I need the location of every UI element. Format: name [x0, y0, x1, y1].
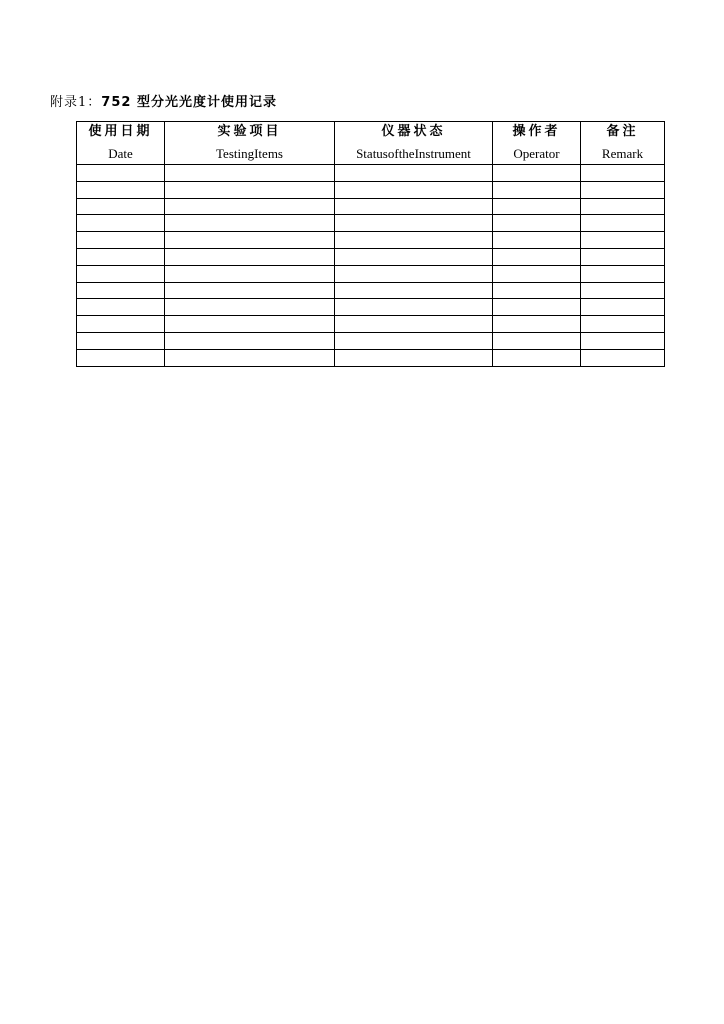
- table-cell[interactable]: [493, 265, 581, 282]
- column-header-operator: [493, 122, 581, 165]
- table-body: [77, 165, 665, 367]
- table-cell[interactable]: [493, 215, 581, 232]
- column-header-en: StatusoftheInstrument: [356, 146, 471, 161]
- table-cell[interactable]: [77, 332, 165, 349]
- table-cell[interactable]: [165, 215, 335, 232]
- table-cell[interactable]: [335, 232, 493, 249]
- table-cell[interactable]: [581, 265, 665, 282]
- table-cell[interactable]: [335, 282, 493, 299]
- table-cell[interactable]: [581, 316, 665, 333]
- table-cell[interactable]: [77, 316, 165, 333]
- table-cell[interactable]: [581, 232, 665, 249]
- column-header-en: TestingItems: [216, 146, 283, 161]
- table-cell[interactable]: [77, 215, 165, 232]
- table-cell[interactable]: [335, 215, 493, 232]
- table-cell[interactable]: [77, 282, 165, 299]
- table-cell[interactable]: [581, 248, 665, 265]
- usage-record-table: [76, 121, 665, 367]
- column-header-en: Remark: [601, 146, 644, 161]
- table-cell[interactable]: [493, 349, 581, 366]
- column-header-cn: 实验项目: [217, 124, 282, 139]
- table-cell[interactable]: [77, 248, 165, 265]
- table-row: [77, 265, 665, 282]
- table-cell[interactable]: [165, 248, 335, 265]
- table-row: [77, 282, 665, 299]
- table-row: [77, 332, 665, 349]
- table-cell[interactable]: [165, 198, 335, 215]
- table-cell[interactable]: [493, 282, 581, 299]
- column-header-testing-items: [165, 122, 335, 165]
- table-cell[interactable]: [493, 165, 581, 182]
- table-row: [77, 232, 665, 249]
- table-cell[interactable]: [335, 198, 493, 215]
- table-cell[interactable]: [581, 165, 665, 182]
- column-header-date: [77, 122, 165, 165]
- table-cell[interactable]: [165, 299, 335, 316]
- table-cell[interactable]: [165, 165, 335, 182]
- table-cell[interactable]: [165, 282, 335, 299]
- table-cell[interactable]: [581, 282, 665, 299]
- table-cell[interactable]: [493, 316, 581, 333]
- column-header-remark: [581, 122, 665, 165]
- table-cell[interactable]: [77, 181, 165, 198]
- table-cell[interactable]: [335, 181, 493, 198]
- table-cell[interactable]: [493, 299, 581, 316]
- table-row: [77, 316, 665, 333]
- table-row: [77, 349, 665, 366]
- table-cell[interactable]: [335, 349, 493, 366]
- table-cell[interactable]: [165, 265, 335, 282]
- table-cell[interactable]: [335, 332, 493, 349]
- table-row: [77, 248, 665, 265]
- table-cell[interactable]: [77, 299, 165, 316]
- table-cell[interactable]: [165, 232, 335, 249]
- table-cell[interactable]: [165, 332, 335, 349]
- record-title: 752 型分光光度计使用记录: [101, 95, 277, 110]
- column-header-cn: 备注: [606, 124, 639, 139]
- column-header-en: Operator: [513, 146, 560, 161]
- column-header-instrument-status: [335, 122, 493, 165]
- column-header-cn: 仪器状态: [381, 124, 446, 139]
- column-header-cn: 使用日期: [88, 124, 153, 139]
- table-row: [77, 215, 665, 232]
- column-header-cn: 操作者: [512, 124, 561, 139]
- table-cell[interactable]: [581, 215, 665, 232]
- table-cell[interactable]: [165, 181, 335, 198]
- table-cell[interactable]: [581, 299, 665, 316]
- table-cell[interactable]: [493, 181, 581, 198]
- table-row: [77, 181, 665, 198]
- table-cell[interactable]: [493, 248, 581, 265]
- table-cell[interactable]: [581, 332, 665, 349]
- table-cell[interactable]: [335, 265, 493, 282]
- table-cell[interactable]: [493, 332, 581, 349]
- table-cell[interactable]: [165, 349, 335, 366]
- table-cell[interactable]: [335, 299, 493, 316]
- table-row: [77, 198, 665, 215]
- appendix-label: 附录1：: [50, 95, 102, 110]
- page-title: [50, 94, 277, 112]
- table-cell[interactable]: [335, 248, 493, 265]
- table-row: [77, 165, 665, 182]
- table-cell[interactable]: [581, 198, 665, 215]
- table-cell[interactable]: [493, 232, 581, 249]
- table-row: [77, 299, 665, 316]
- table-cell[interactable]: [335, 165, 493, 182]
- table-cell[interactable]: [581, 181, 665, 198]
- table-cell[interactable]: [77, 198, 165, 215]
- table-header-row: [77, 122, 665, 165]
- table-cell[interactable]: [493, 198, 581, 215]
- table-cell[interactable]: [77, 265, 165, 282]
- table-cell[interactable]: [77, 349, 165, 366]
- table-cell[interactable]: [581, 349, 665, 366]
- table-cell[interactable]: [77, 165, 165, 182]
- table-cell[interactable]: [165, 316, 335, 333]
- table-cell[interactable]: [335, 316, 493, 333]
- table-cell[interactable]: [77, 232, 165, 249]
- column-header-en: Date: [108, 146, 133, 161]
